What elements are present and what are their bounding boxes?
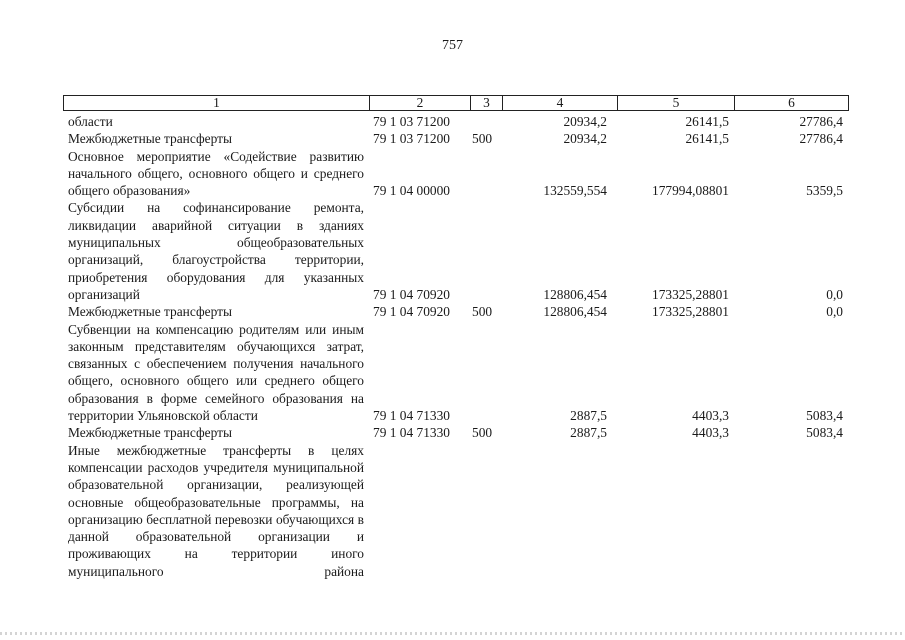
row-name: Основное мероприятие «Содействие развитию начального общего, основного общего и среднего общего образования» (68, 148, 364, 199)
table-row (0, 130, 905, 147)
row-value-4: 128806,454 (543, 286, 607, 302)
table-row (0, 148, 905, 200)
row-code: 79 1 04 71330 (373, 408, 450, 424)
row-value-6: 5083,4 (806, 408, 843, 424)
row-value-5: 173325,28801 (652, 304, 729, 320)
table-row (0, 113, 905, 130)
row-code: 79 1 04 70920 (373, 286, 450, 302)
row-code: 79 1 03 71200 (373, 114, 450, 129)
header-col-3: 3 (471, 96, 503, 110)
header-col-2: 2 (370, 96, 471, 110)
row-code: 79 1 04 71330 (373, 425, 450, 441)
header-col-6: 6 (788, 95, 795, 110)
row-value-5: 177994,08801 (652, 183, 729, 199)
row-value-5: 4403,3 (692, 425, 729, 441)
table-row (0, 321, 905, 425)
table-row (0, 424, 905, 441)
row-name: Межбюджетные трансферты (68, 425, 232, 441)
row-expense-type: 500 (472, 131, 493, 147)
row-value-6: 5359,5 (806, 183, 843, 199)
row-expense-type: 500 (472, 304, 493, 320)
row-value-6: 0,0 (826, 286, 843, 302)
row-value-4: 2887,5 (570, 425, 607, 441)
table-row (0, 199, 905, 303)
table-header (63, 95, 849, 111)
row-name: Иные межбюджетные трансферты в целях компенсации расходов учредителя муниципальной образовательной организации, реализующей основные общеобразовательные программы, на организацию бесплатной перевозки обучающихся в данной образовательной организации и проживающих на территории иного муниципального района (68, 442, 364, 579)
scan-edge-artifact (0, 632, 905, 635)
table-row (0, 442, 905, 580)
row-name: Межбюджетные трансферты (68, 304, 232, 320)
header-col-5: 5 (618, 96, 735, 110)
header-col-1: 1 (64, 96, 370, 110)
row-value-6: 27786,4 (799, 114, 843, 129)
row-expense-type: 500 (472, 425, 493, 441)
row-name: Межбюджетные трансферты (68, 131, 232, 147)
row-value-4: 20934,2 (563, 114, 607, 129)
row-name: области (68, 114, 113, 129)
row-value-4: 128806,454 (543, 304, 607, 320)
row-code: 79 1 04 00000 (373, 183, 450, 199)
row-value-5: 4403,3 (692, 408, 729, 424)
row-code: 79 1 04 70920 (373, 304, 450, 320)
row-value-5: 26141,5 (685, 131, 729, 147)
table-body (0, 113, 905, 580)
page-number: 757 (442, 38, 463, 53)
row-value-4: 132559,554 (543, 183, 607, 199)
row-value-6: 0,0 (826, 304, 843, 320)
row-value-6: 27786,4 (799, 131, 843, 147)
row-name: Субсидии на софинансирование ремонта, ликвидации аварийной ситуации в зданиях муниципальных общеобразовательных организаций, благоустройства территории, приобретения оборудования для указанных организаций (68, 200, 364, 302)
row-value-4: 2887,5 (570, 408, 607, 424)
row-value-6: 5083,4 (806, 425, 843, 441)
header-col-4: 4 (503, 96, 618, 110)
row-value-4: 20934,2 (563, 131, 607, 147)
table-row (0, 303, 905, 320)
row-value-5: 173325,28801 (652, 286, 729, 302)
row-value-5: 26141,5 (685, 114, 729, 129)
row-name: Субвенции на компенсацию родителям или иным законным представителям обучающихся затрат, связанных с обеспечением получения начального общего, основного общего или среднего общего образования в форме семейного образования на территории Ульяновской области (68, 321, 364, 424)
row-code: 79 1 03 71200 (373, 131, 450, 147)
